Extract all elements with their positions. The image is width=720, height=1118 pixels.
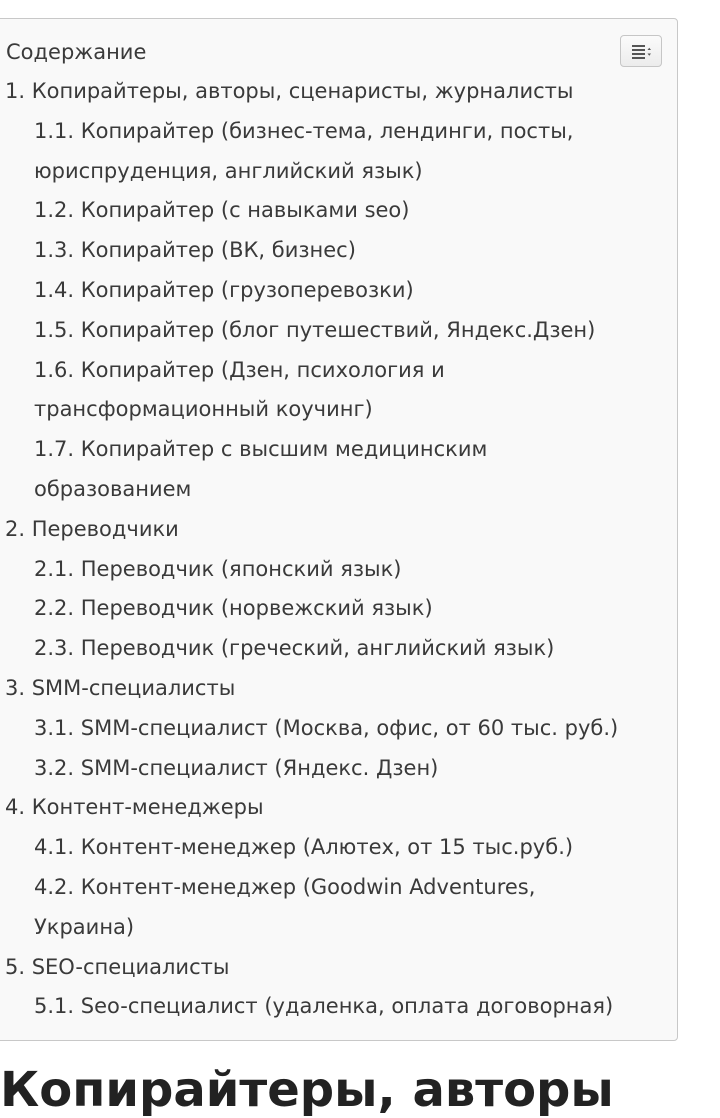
- toc-subsection-link[interactable]: 3.1. SMM-специалист (Москва, офис, от 60 тыс. руб.): [34, 715, 619, 740]
- toc-toggle-button[interactable]: [620, 35, 662, 67]
- toc-subsection-link[interactable]: 1.7. Копирайтер с высшим медицинским: [34, 437, 488, 462]
- toc-subsection-link[interactable]: трансформационный коучинг): [34, 397, 373, 422]
- toc-subsection-link[interactable]: 1.2. Копирайтер (с навыками seo): [34, 198, 410, 223]
- toc-subsection-link[interactable]: образованием: [34, 477, 192, 501]
- toc-subsection-link[interactable]: 2.3. Переводчик (греческий, английский язык): [34, 636, 555, 661]
- toc-subsection-link[interactable]: юриспруденция, английский язык): [34, 158, 423, 183]
- toc-subsection-link[interactable]: 5.1. Seo-специалист (удаленка, оплата договорная): [34, 994, 614, 1019]
- table-of-contents: [0, 18, 678, 1041]
- toc-section-link[interactable]: 3. SMM-специалисты: [5, 676, 236, 700]
- toc-subsection-link[interactable]: 1.4. Копирайтер (грузоперевозки): [34, 278, 414, 302]
- toc-subsection-link[interactable]: 1.5. Копирайтер (блог путешествий, Яндекс.Дзен): [34, 317, 596, 342]
- toc-subsection-link[interactable]: 1.6. Копирайтер (Дзен, психология и: [34, 357, 445, 382]
- toc-subsection-link[interactable]: 4.2. Контент-менеджер (Goodwin Adventures,: [34, 875, 536, 899]
- toc-section-link[interactable]: 4. Контент-менеджеры: [5, 795, 264, 820]
- toc-subsection-link[interactable]: 1.3. Копирайтер (ВК, бизнес): [34, 238, 356, 263]
- toc-subsection-link[interactable]: 4.1. Контент-менеджер (Алютех, от 15 тыс.руб.): [34, 835, 574, 860]
- section-heading: Копирайтеры, авторы: [0, 1062, 614, 1118]
- list-toggle-icon: [632, 45, 652, 59]
- toc-subsection-link[interactable]: 2.2. Переводчик (норвежский язык): [34, 596, 433, 621]
- toc-section-link[interactable]: 5. SEO-специалисты: [5, 954, 230, 979]
- toc-subsection-link[interactable]: 1.1. Копирайтер (бизнес-тема, лендинги, посты,: [34, 118, 574, 143]
- toc-subsection-link[interactable]: 2.1. Переводчик (японский язык): [34, 556, 402, 581]
- toc-section-link[interactable]: 1. Копирайтеры, авторы, сценаристы, журналисты: [5, 79, 574, 103]
- toc-title: Содержание: [6, 40, 147, 64]
- toc-subsection-link[interactable]: 3.2. SMM-специалист (Яндекс. Дзен): [34, 755, 439, 780]
- toc-section-link[interactable]: 2. Переводчики: [5, 516, 179, 541]
- toc-subsection-link[interactable]: Украина): [34, 914, 135, 939]
